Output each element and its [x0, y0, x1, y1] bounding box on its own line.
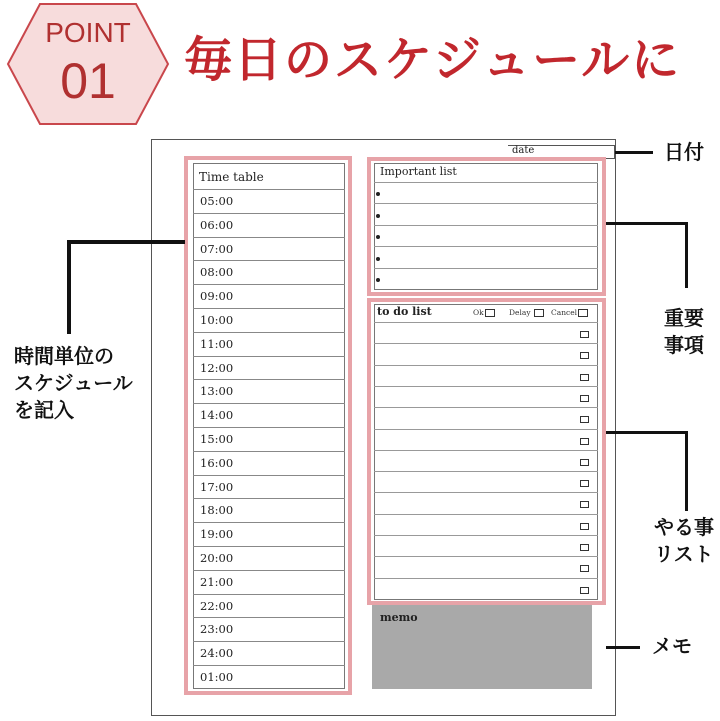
- timetable-row: [193, 284, 345, 285]
- checkbox-icon: [580, 501, 589, 508]
- schedule-callout-line2: スケジュール: [14, 371, 133, 395]
- todo-callout-line-h: [606, 431, 688, 434]
- checkbox-icon: [580, 416, 589, 423]
- memo-callout-line: [606, 646, 640, 649]
- important-list-row: [374, 246, 598, 247]
- timetable-time: 10:00: [200, 313, 234, 327]
- timetable-time: 13:00: [200, 384, 234, 399]
- schedule-callout-line-v: [67, 240, 71, 334]
- timetable-row: [193, 189, 345, 190]
- date-callout-line: [615, 151, 653, 154]
- timetable-row: [193, 451, 345, 452]
- important-list-row: [374, 225, 598, 226]
- todo-delay-header: [509, 308, 544, 317]
- timetable-row: [193, 665, 345, 666]
- timetable-row: [193, 403, 345, 404]
- checkbox-icon: [580, 480, 589, 487]
- timetable-row: [193, 379, 345, 380]
- timetable-time: 19:00: [200, 527, 234, 542]
- timetable-time: 01:00: [200, 670, 234, 684]
- timetable-time: 12:00: [200, 360, 234, 375]
- timetable-row: [193, 498, 345, 499]
- todo-row: [374, 492, 598, 493]
- headline: 毎日のスケジュールに: [184, 32, 682, 88]
- bullet-icon: [376, 214, 380, 218]
- timetable-time: 21:00: [200, 574, 234, 589]
- timetable-row: [193, 641, 345, 642]
- timetable-row: [193, 522, 345, 523]
- checkbox-icon: [580, 544, 589, 551]
- todo-row: [374, 322, 598, 323]
- schedule-callout-line-h: [67, 240, 185, 244]
- todo-row: [374, 514, 598, 515]
- important-callout: [664, 305, 704, 359]
- todo-row: [374, 365, 598, 366]
- timetable-row: [193, 427, 345, 428]
- todo-row: [374, 471, 598, 472]
- timetable-row: [193, 356, 345, 357]
- important-callout-line-h: [606, 222, 688, 225]
- timetable-row: [193, 594, 345, 595]
- date-callout: 日付: [664, 140, 704, 164]
- timetable-row: [193, 213, 345, 214]
- todo-row: [374, 578, 598, 579]
- todo-row: [374, 535, 598, 536]
- important-callout-line-v: [685, 222, 688, 288]
- important-callout-line1: 重要: [664, 306, 704, 330]
- timetable-row: [193, 475, 345, 476]
- schedule-callout-line1: 時間単位の: [14, 344, 114, 368]
- todo-delay-label: Delay: [509, 308, 531, 317]
- important-list-row: [374, 182, 598, 183]
- todo-callout-line1: やる事: [654, 515, 714, 539]
- timetable-time: 17:00: [200, 479, 234, 494]
- checkbox-icon: [580, 565, 589, 572]
- todo-row: [374, 407, 598, 408]
- checkbox-icon: [580, 374, 589, 381]
- todo-callout-line2: リスト: [654, 542, 714, 566]
- timetable-time: 07:00: [200, 241, 234, 256]
- checkbox-icon: [578, 309, 588, 317]
- todo-callout: [654, 514, 714, 568]
- bullet-icon: [376, 192, 380, 196]
- checkbox-icon: [580, 587, 589, 594]
- timetable-title: Time table: [199, 170, 264, 184]
- bullet-icon: [376, 257, 380, 261]
- point-badge: [6, 2, 170, 126]
- checkbox-icon: [485, 309, 495, 317]
- todo-row: [374, 386, 598, 387]
- timetable-time: 20:00: [200, 551, 234, 565]
- timetable-row: [193, 260, 345, 261]
- checkbox-icon: [580, 523, 589, 530]
- important-list-title: Important list: [380, 165, 457, 178]
- timetable-time: 05:00: [200, 194, 234, 208]
- todo-ok-label: Ok: [473, 308, 484, 317]
- timetable-time: 22:00: [200, 598, 234, 613]
- checkbox-icon: [580, 438, 589, 445]
- timetable-row: [193, 546, 345, 547]
- checkbox-icon: [580, 352, 589, 359]
- todo-callout-line-v: [685, 431, 688, 511]
- timetable-time: 24:00: [200, 646, 234, 661]
- timetable-time: 23:00: [200, 622, 234, 637]
- todo-row: [374, 429, 598, 430]
- badge-point-label: POINT: [45, 17, 131, 48]
- checkbox-icon: [580, 331, 589, 338]
- checkbox-icon: [580, 459, 589, 466]
- todo-list-title: to do list: [377, 305, 432, 318]
- schedule-callout-line3: を記入: [14, 398, 74, 422]
- todo-cancel-label: Cancel: [551, 308, 578, 317]
- bullet-icon: [376, 235, 380, 239]
- memo-label: memo: [380, 611, 418, 624]
- schedule-callout: [14, 343, 133, 424]
- todo-row: [374, 556, 598, 557]
- important-list-row: [374, 268, 598, 269]
- memo-callout: メモ: [652, 634, 692, 658]
- bullet-icon: [376, 278, 380, 282]
- badge-number: 01: [60, 53, 116, 109]
- timetable-time: 18:00: [200, 503, 234, 518]
- timetable-row: [193, 332, 345, 333]
- todo-row: [374, 450, 598, 451]
- timetable-row: [193, 617, 345, 618]
- timetable-time: 14:00: [200, 408, 234, 423]
- checkbox-icon: [580, 395, 589, 402]
- timetable-time: 15:00: [200, 432, 234, 446]
- timetable-time: 16:00: [200, 455, 234, 470]
- checkbox-icon: [534, 309, 544, 317]
- important-list-row: [374, 203, 598, 204]
- todo-ok-header: [473, 308, 495, 317]
- timetable-time: 09:00: [200, 289, 234, 304]
- todo-row: [374, 343, 598, 344]
- timetable-time: 08:00: [200, 265, 234, 280]
- timetable-row: [193, 237, 345, 238]
- todo-cancel-header: [551, 308, 588, 317]
- important-callout-line2: 事項: [664, 333, 704, 357]
- timetable-time: 11:00: [200, 336, 234, 351]
- timetable-time: 06:00: [200, 217, 234, 232]
- timetable-row: [193, 308, 345, 309]
- timetable-row: [193, 570, 345, 571]
- date-label: date: [512, 145, 535, 156]
